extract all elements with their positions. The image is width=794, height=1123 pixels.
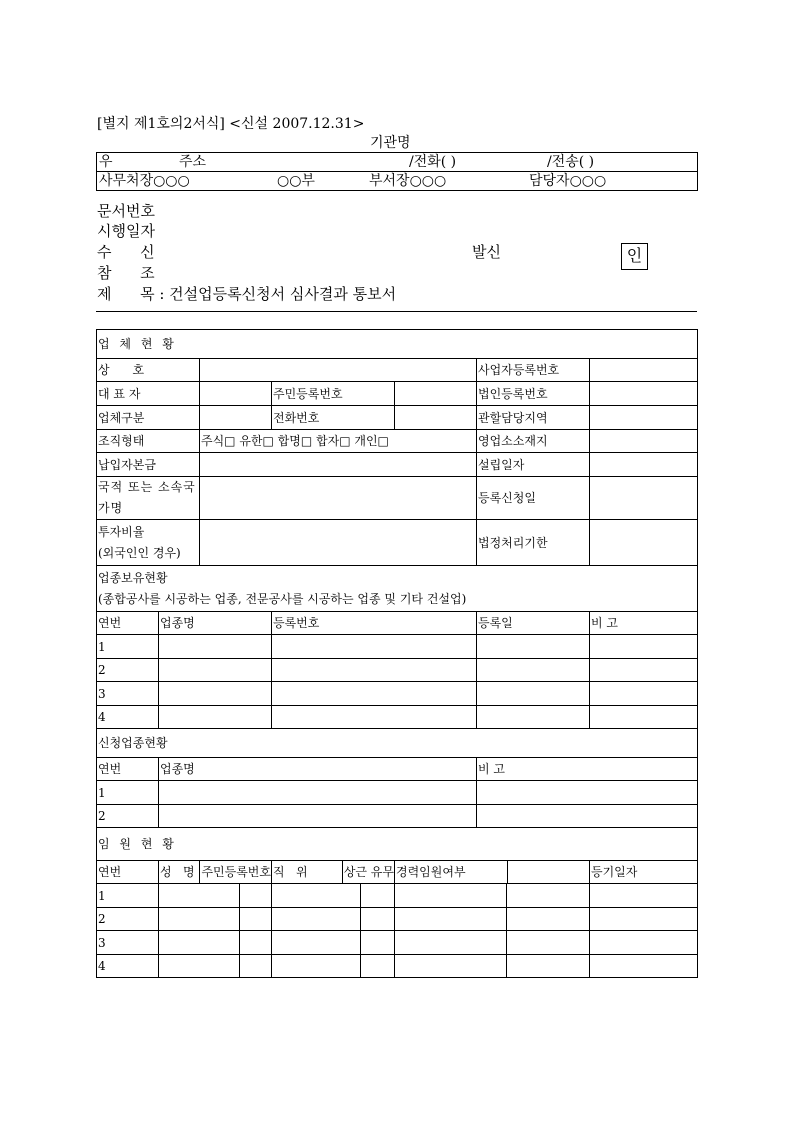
officer-cell: [590, 908, 698, 931]
legal-deadline-value: [590, 520, 698, 566]
held-row-no: 4: [97, 706, 159, 729]
corp-reg-no-value: [590, 382, 698, 406]
held-row-no: 2: [97, 659, 159, 682]
officer-col-career: 경력임원여부: [395, 861, 508, 883]
subject-line: 제 목 : 건설업등록신청서 심사결과 통보서: [97, 285, 397, 303]
applied-business-title: 신청업종현황: [97, 729, 698, 758]
officer-cell: [395, 955, 590, 978]
address-table: [96, 152, 698, 191]
investment-ratio-value: [200, 520, 477, 566]
officer-cell: [159, 955, 272, 978]
corp-reg-no-label: 법인등록번호: [477, 382, 590, 406]
issue-date-label: 시행일자: [97, 222, 155, 240]
held-row-no: 3: [97, 682, 159, 706]
trade-name-label: 상 호: [97, 359, 200, 382]
officer-row-no: 3: [97, 931, 159, 955]
table-row: [97, 955, 698, 978]
fax-label: /전송( ): [547, 154, 595, 170]
doc-number-label: 문서번호: [97, 202, 155, 220]
officer-col-name: 성 명: [159, 861, 200, 883]
held-col-remarks: 비 고: [590, 612, 698, 635]
representative-label: 대 표 자: [97, 382, 200, 406]
held-cell: [590, 706, 698, 729]
officers-title: 임 원 현 황: [97, 828, 698, 861]
officer-row-no: 2: [97, 908, 159, 931]
founding-date-label: 설립일자: [477, 453, 590, 477]
resident-no-value: [395, 382, 477, 406]
officer-col-reg-date: 등기일자: [590, 861, 698, 884]
divider-line: [96, 311, 697, 312]
held-cell: [590, 635, 698, 659]
resident-no-label: 주민등록번호: [272, 382, 395, 406]
reference-label: 참 조: [97, 264, 155, 282]
held-col-reg-date: 등록일: [477, 612, 590, 635]
officer-cell: [272, 931, 395, 955]
table-row: [97, 931, 698, 955]
legal-deadline-label: 법정처리기한: [477, 520, 590, 566]
officer-col-position: 직 위: [272, 861, 343, 883]
phone-label: /전화( ): [409, 154, 457, 170]
founding-date-value: [590, 453, 698, 477]
company-type-value: [200, 406, 272, 430]
held-row-no: 1: [97, 635, 159, 659]
nationality-value: [200, 477, 477, 520]
held-cell: [159, 659, 272, 682]
address-row: [97, 153, 698, 172]
office-location-label: 영업소소재지: [477, 430, 590, 453]
held-business-title: 업종보유현황: [98, 570, 168, 585]
officer-cell: [590, 955, 698, 978]
officer-col-no: 연번: [97, 861, 159, 884]
held-cell: [272, 659, 477, 682]
staff-row: [97, 172, 698, 191]
phone-value: [395, 406, 477, 430]
held-cell: [159, 635, 272, 659]
org-form-label: 조직형태: [97, 430, 200, 453]
company-form-table: [96, 329, 698, 978]
table-row: [97, 635, 698, 659]
paid-capital-value: [200, 453, 477, 477]
seal-box: 인: [621, 243, 648, 270]
nationality-label: 국적 또는 소속국가명: [97, 477, 200, 520]
officer-career-cell: [395, 861, 590, 884]
table-row: [97, 706, 698, 729]
officer-row-no: 1: [97, 884, 159, 908]
held-cell: [590, 682, 698, 706]
applied-row-no: 2: [97, 805, 159, 828]
officer-cell: [159, 908, 272, 931]
office-director: 사무처장○○○: [99, 173, 190, 189]
office-location-value: [590, 430, 698, 453]
staff-in-charge: 담당자○○○: [529, 173, 607, 189]
held-col-business-name: 업종명: [159, 612, 272, 635]
table-row: [97, 908, 698, 931]
table-row: [97, 781, 698, 805]
held-cell: [272, 706, 477, 729]
applied-row-no: 1: [97, 781, 159, 805]
officer-name-cell: [159, 861, 272, 884]
held-cell: [272, 635, 477, 659]
applied-cell: [159, 805, 477, 828]
applied-cell: [477, 781, 698, 805]
reg-request-date-value: [590, 477, 698, 520]
reg-request-date-label: 등록신청일: [477, 477, 590, 520]
jurisdiction-value: [590, 406, 698, 430]
officer-cell: [395, 931, 590, 955]
company-type-label: 업체구분: [97, 406, 200, 430]
held-col-no: 연번: [97, 612, 159, 635]
biz-reg-no-value: [590, 359, 698, 382]
company-section-title: 업 체 현 황: [97, 330, 698, 359]
officer-cell: [590, 931, 698, 955]
table-row: [97, 884, 698, 908]
officer-row-no: 4: [97, 955, 159, 978]
investment-ratio-text: 투자비율: [98, 524, 145, 539]
officer-cell: [590, 884, 698, 908]
applied-cell: [477, 805, 698, 828]
held-cell: [272, 682, 477, 706]
address-label: 주소: [179, 154, 207, 170]
sender-label: 발신: [472, 243, 501, 261]
recipient-label: 수 신: [97, 243, 155, 261]
table-row: [97, 682, 698, 706]
held-cell: [159, 706, 272, 729]
investment-ratio-note: (외국인인 경우): [98, 545, 181, 560]
held-cell: [590, 659, 698, 682]
applied-col-remarks: 비 고: [477, 758, 698, 781]
paid-capital-label: 납입자본금: [97, 453, 200, 477]
held-cell: [159, 682, 272, 706]
officer-cell: [159, 884, 272, 908]
officer-col-resident-no: 주민등록번호: [201, 865, 271, 879]
representative-value: [200, 382, 272, 406]
postal-label: 우: [99, 154, 113, 170]
officer-cell: [272, 908, 395, 931]
form-identifier: [별지 제1호의2서식] <신설 2007.12.31>: [97, 116, 365, 132]
phone-label: 전화번호: [272, 406, 395, 430]
held-business-header: [97, 566, 698, 612]
held-cell: [477, 682, 590, 706]
held-col-reg-no: 등록번호: [272, 612, 477, 635]
held-cell: [477, 635, 590, 659]
applied-col-no: 연번: [97, 758, 159, 781]
officer-cell: [272, 955, 395, 978]
officer-cell: [272, 884, 395, 908]
officer-col-fulltime: 상근 유무: [343, 865, 394, 879]
department: ○○부: [277, 173, 315, 189]
table-row: [97, 805, 698, 828]
officer-cell: [159, 931, 272, 955]
held-cell: [477, 706, 590, 729]
applied-cell: [159, 781, 477, 805]
officer-cell: [395, 884, 590, 908]
applied-col-business-name: 업종명: [159, 758, 477, 781]
held-cell: [477, 659, 590, 682]
department-head: 부서장○○○: [369, 173, 447, 189]
officer-cell: [395, 908, 590, 931]
officer-position-cell: [272, 861, 395, 884]
org-form-checkboxes[interactable]: 주식□ 유한□ 합명□ 합자□ 개인□: [200, 430, 477, 453]
investment-ratio-label: [97, 520, 200, 566]
jurisdiction-label: 관할담당지역: [477, 406, 590, 430]
biz-reg-no-label: 사업자등록번호: [477, 359, 590, 382]
table-row: [97, 659, 698, 682]
trade-name-value: [200, 359, 477, 382]
organization-name: 기관명: [370, 135, 411, 151]
held-business-subtitle: (종합공사를 시공하는 업종, 전문공사를 시공하는 업종 및 기타 건설업): [98, 591, 467, 606]
